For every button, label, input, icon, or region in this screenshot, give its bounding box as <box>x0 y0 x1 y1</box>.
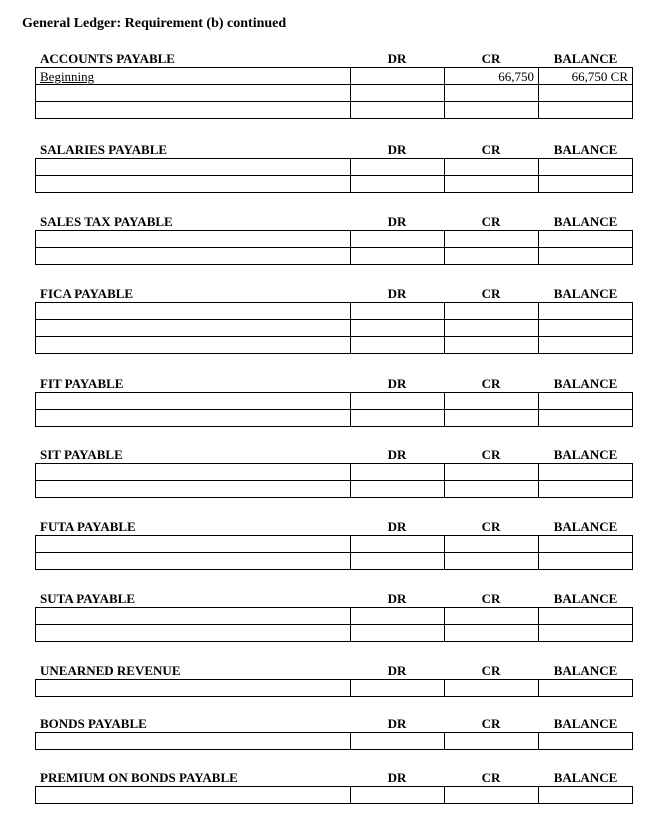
balance-cell[interactable] <box>539 231 633 248</box>
dr-column-header: DR <box>387 770 407 785</box>
account-name: FUTA PAYABLE <box>40 519 136 534</box>
ledger-account-header <box>35 769 632 786</box>
description-cell[interactable] <box>36 248 351 265</box>
cr-cell[interactable] <box>445 625 539 642</box>
ledger-account-header <box>35 662 632 679</box>
dr-cell[interactable] <box>351 231 445 248</box>
balance-column-header: BALANCE <box>553 591 618 606</box>
ledger-row <box>36 625 633 642</box>
cr-cell[interactable] <box>445 303 539 320</box>
description-cell[interactable] <box>36 733 351 750</box>
balance-cell[interactable] <box>539 320 633 337</box>
account-name: FICA PAYABLE <box>40 286 134 301</box>
dr-cell[interactable] <box>351 393 445 410</box>
cr-cell[interactable] <box>445 733 539 750</box>
ledger-row <box>36 85 633 102</box>
cr-column-header: CR <box>481 142 501 157</box>
ledger-row <box>36 608 633 625</box>
balance-cell[interactable] <box>539 680 633 697</box>
description-cell[interactable] <box>36 608 351 625</box>
cr-cell[interactable] <box>445 481 539 498</box>
dr-cell[interactable] <box>351 102 445 119</box>
description-cell[interactable] <box>36 176 351 193</box>
ledger-table <box>35 158 633 193</box>
cr-cell[interactable] <box>445 176 539 193</box>
dr-cell[interactable] <box>351 464 445 481</box>
cr-cell[interactable]: 66,750 <box>445 68 539 85</box>
description-cell[interactable] <box>36 464 351 481</box>
dr-column-header: DR <box>387 591 407 606</box>
ledger-table <box>35 392 633 427</box>
dr-column-header: DR <box>387 376 407 391</box>
dr-cell[interactable] <box>351 410 445 427</box>
page-title: General Ledger: Requirement (b) continued <box>22 16 287 31</box>
cr-cell[interactable] <box>445 536 539 553</box>
dr-cell[interactable] <box>351 85 445 102</box>
balance-cell[interactable] <box>539 176 633 193</box>
account-name: SIT PAYABLE <box>40 447 123 462</box>
cr-cell[interactable] <box>445 393 539 410</box>
cr-cell[interactable] <box>445 337 539 354</box>
description-cell[interactable] <box>36 159 351 176</box>
description-cell[interactable] <box>36 787 351 804</box>
cr-cell[interactable] <box>445 608 539 625</box>
ledger-account-salaries-payable <box>35 141 632 193</box>
ledger-account-header <box>35 285 632 302</box>
ledger-row <box>36 231 633 248</box>
balance-column-header: BALANCE <box>553 376 618 391</box>
cr-cell[interactable] <box>445 320 539 337</box>
ledger-row <box>36 481 633 498</box>
dr-column-header: DR <box>387 286 407 301</box>
ledger-table <box>35 679 633 697</box>
ledger-account-bonds-payable <box>35 715 632 750</box>
cr-column-header: CR <box>481 51 501 66</box>
balance-cell[interactable] <box>539 625 633 642</box>
account-name: UNEARNED REVENUE <box>40 663 181 678</box>
dr-cell[interactable] <box>351 320 445 337</box>
dr-cell[interactable] <box>351 68 445 85</box>
ledger-table <box>35 463 633 498</box>
ledger-row <box>36 464 633 481</box>
cr-cell[interactable] <box>445 231 539 248</box>
description-cell[interactable] <box>36 553 351 570</box>
ledger-row <box>36 553 633 570</box>
ledger-account-fica-payable <box>35 285 632 354</box>
account-name: FIT PAYABLE <box>40 376 124 391</box>
balance-column-header: BALANCE <box>553 447 618 462</box>
cr-cell[interactable] <box>445 85 539 102</box>
ledger-account-fit-payable <box>35 375 632 427</box>
account-name: SALES TAX PAYABLE <box>40 214 173 229</box>
cr-cell[interactable] <box>445 102 539 119</box>
dr-column-header: DR <box>387 142 407 157</box>
description-cell[interactable] <box>36 481 351 498</box>
balance-column-header: BALANCE <box>553 51 618 66</box>
dr-cell[interactable] <box>351 337 445 354</box>
balance-cell[interactable] <box>539 393 633 410</box>
dr-column-header: DR <box>387 51 407 66</box>
cr-column-header: CR <box>481 770 501 785</box>
ledger-row <box>36 320 633 337</box>
cr-cell[interactable] <box>445 248 539 265</box>
ledger-table <box>35 607 633 642</box>
ledger-row <box>36 303 633 320</box>
dr-cell[interactable] <box>351 680 445 697</box>
description-cell[interactable] <box>36 536 351 553</box>
ledger-row <box>36 102 633 119</box>
ledger-table <box>35 302 633 354</box>
ledger-table <box>35 732 633 750</box>
ledger-account-suta-payable <box>35 590 632 642</box>
dr-column-header: DR <box>387 716 407 731</box>
balance-column-header: BALANCE <box>553 663 618 678</box>
cr-column-header: CR <box>481 447 501 462</box>
description-cell[interactable] <box>36 625 351 642</box>
ledger-row <box>36 787 633 804</box>
ledger-account-header <box>35 213 632 230</box>
description-cell[interactable] <box>36 231 351 248</box>
ledger-row <box>36 159 633 176</box>
ledger-row <box>36 536 633 553</box>
ledger-account-accounts-payable <box>35 50 632 119</box>
balance-column-header: BALANCE <box>553 770 618 785</box>
balance-cell[interactable] <box>539 464 633 481</box>
dr-cell[interactable] <box>351 176 445 193</box>
cr-column-header: CR <box>481 519 501 534</box>
balance-cell[interactable] <box>539 553 633 570</box>
cr-column-header: CR <box>481 591 501 606</box>
cr-column-header: CR <box>481 376 501 391</box>
dr-cell[interactable] <box>351 159 445 176</box>
ledger-account-header <box>35 518 632 535</box>
account-name: PREMIUM ON BONDS PAYABLE <box>40 770 238 785</box>
balance-column-header: BALANCE <box>553 214 618 229</box>
dr-cell[interactable] <box>351 536 445 553</box>
ledger-table <box>35 230 633 265</box>
ledger-row <box>36 248 633 265</box>
ledger-table <box>35 67 633 119</box>
ledger-row <box>36 733 633 750</box>
dr-column-header: DR <box>387 663 407 678</box>
ledger-account-futa-payable <box>35 518 632 570</box>
balance-cell[interactable] <box>539 102 633 119</box>
balance-cell[interactable] <box>539 85 633 102</box>
description-cell[interactable] <box>36 85 351 102</box>
account-name: BONDS PAYABLE <box>40 716 147 731</box>
account-name: ACCOUNTS PAYABLE <box>40 51 175 66</box>
dr-cell[interactable] <box>351 608 445 625</box>
ledger-row <box>36 410 633 427</box>
ledger-table <box>35 535 633 570</box>
balance-column-header: BALANCE <box>553 286 618 301</box>
description-cell[interactable] <box>36 320 351 337</box>
ledger-account-premium-on-bonds-payable <box>35 769 632 804</box>
dr-column-header: DR <box>387 447 407 462</box>
ledger-account-header <box>35 50 632 67</box>
cr-column-header: CR <box>481 716 501 731</box>
dr-column-header: DR <box>387 519 407 534</box>
balance-cell[interactable] <box>539 303 633 320</box>
ledger-row <box>36 337 633 354</box>
dr-cell[interactable] <box>351 733 445 750</box>
balance-cell[interactable] <box>539 536 633 553</box>
ledger-account-header <box>35 446 632 463</box>
description-cell[interactable] <box>36 303 351 320</box>
balance-column-header: BALANCE <box>553 142 618 157</box>
balance-cell[interactable] <box>539 608 633 625</box>
cr-cell[interactable] <box>445 464 539 481</box>
description-cell[interactable] <box>36 337 351 354</box>
account-name: SUTA PAYABLE <box>40 591 136 606</box>
balance-cell[interactable] <box>539 481 633 498</box>
cr-column-header: CR <box>481 286 501 301</box>
ledger-table <box>35 786 633 804</box>
dr-cell[interactable] <box>351 553 445 570</box>
description-cell[interactable] <box>36 393 351 410</box>
description-cell[interactable]: Beginning <box>36 68 351 85</box>
description-cell[interactable] <box>36 102 351 119</box>
ledger-row <box>36 176 633 193</box>
balance-cell[interactable] <box>539 787 633 804</box>
cr-cell[interactable] <box>445 680 539 697</box>
ledger-account-header <box>35 590 632 607</box>
ledger-account-header <box>35 141 632 158</box>
cr-column-header: CR <box>481 663 501 678</box>
account-name: SALARIES PAYABLE <box>40 142 168 157</box>
dr-cell[interactable] <box>351 625 445 642</box>
ledger-account-sales-tax-payable <box>35 213 632 265</box>
ledger-row <box>36 68 633 85</box>
ledger-account-unearned-revenue <box>35 662 632 697</box>
balance-column-header: BALANCE <box>553 716 618 731</box>
balance-cell[interactable] <box>539 159 633 176</box>
cr-cell[interactable] <box>445 787 539 804</box>
dr-cell[interactable] <box>351 481 445 498</box>
ledger-account-header <box>35 715 632 732</box>
balance-cell[interactable]: 66,750 CR <box>539 68 633 85</box>
cr-cell[interactable] <box>445 159 539 176</box>
description-cell[interactable] <box>36 680 351 697</box>
ledger-account-sit-payable <box>35 446 632 498</box>
cr-cell[interactable] <box>445 553 539 570</box>
cr-column-header: CR <box>481 214 501 229</box>
balance-cell[interactable] <box>539 337 633 354</box>
cr-cell[interactable] <box>445 410 539 427</box>
balance-column-header: BALANCE <box>553 519 618 534</box>
balance-cell[interactable] <box>539 410 633 427</box>
dr-cell[interactable] <box>351 303 445 320</box>
ledger-row <box>36 680 633 697</box>
balance-cell[interactable] <box>539 733 633 750</box>
ledger-row <box>36 393 633 410</box>
ledger-account-header <box>35 375 632 392</box>
dr-cell[interactable] <box>351 787 445 804</box>
dr-cell[interactable] <box>351 248 445 265</box>
description-cell[interactable] <box>36 410 351 427</box>
dr-column-header: DR <box>387 214 407 229</box>
balance-cell[interactable] <box>539 248 633 265</box>
